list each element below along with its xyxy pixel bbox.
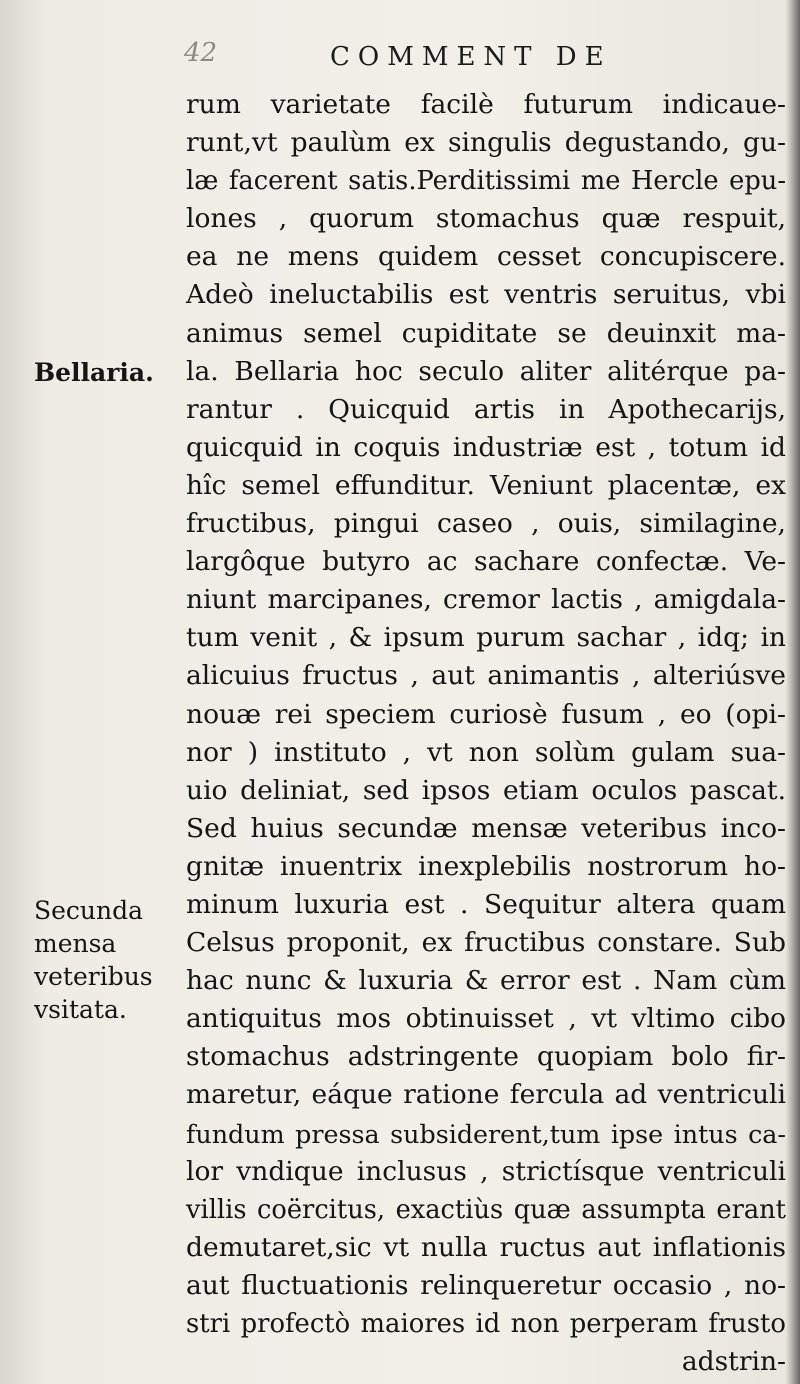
text-line: Adeò ineluctabilis est ventris seruitus, vbi (186, 279, 786, 311)
text-line: antiquitus mos obtinuisset , vt vltimo cibo (186, 1003, 786, 1035)
text-line: lones , quorum stomachus quæ respuit, (186, 203, 786, 235)
text-line: fundum pressa subsiderent,tum ipse intus ca- (186, 1118, 786, 1149)
text-line: largôque butyro ac sachare confectæ. Ve- (186, 546, 786, 578)
margin-note-line: vsitata. (34, 995, 127, 1024)
text-line: gnitæ inuentrix inexplebilis nostrorum ho- (186, 850, 786, 882)
text-line: læ facerent satis.Perditissimi me Hercle epu- (186, 166, 786, 197)
text-line: alicuius fructus , aut animantis , alteriúsve (186, 660, 786, 692)
text-line: uio deliniat, sed ipsos etiam oculos pascat. (186, 774, 786, 806)
text-line: Celsus proponit, ex fructibus constare. Sub (186, 927, 786, 959)
page-header (0, 38, 800, 78)
body-text (186, 86, 786, 1381)
text-line: stri profectò maiores id non perperam frusto (186, 1309, 786, 1339)
text-line: nouæ rei speciem curiosè fusum , eo (opi- (186, 698, 786, 730)
text-line: villis coërcitus, exactiùs quæ assumpta erant (186, 1194, 786, 1225)
text-line: Sed huius secundæ mensæ veteribus inco- (186, 812, 786, 844)
margin-note-secunda-mensa (34, 894, 153, 1026)
text-line: minum luxuria est . Sequitur altera quam (186, 888, 786, 920)
margin-note-line: mensa (34, 929, 117, 958)
text-line: demutaret,sic vt nulla ructus aut inflationis (186, 1231, 786, 1263)
text-line: aut fluctuationis relinqueretur occasio , no- (186, 1269, 786, 1301)
text-line: lor vndique inclusus , strictísque ventriculi (186, 1155, 786, 1187)
page-number: 42 (184, 38, 218, 68)
text-line: fructibus, pingui caseo , ouis, similagine, (186, 508, 786, 540)
text-line: rum varietate facilè futurum indicaue- (186, 89, 786, 120)
margin-note-line: veteribus (34, 962, 153, 991)
text-line: niunt marcipanes, cremor lactis , amigdala- (186, 584, 786, 616)
text-line: hîc semel effunditur. Veniunt placentæ, ex (186, 469, 786, 501)
text-line: hac nunc & luxuria & error est . Nam cùm (186, 965, 786, 997)
margin-note-line: Secunda (34, 896, 144, 925)
text-line: ea ne mens quidem cesset concupiscere. (186, 241, 786, 273)
text-line: la. Bellaria hoc seculo aliter alitérque pa- (186, 355, 786, 387)
text-line: rantur . Quicquid artis in Apothecarijs, (186, 393, 786, 425)
running-head: COMMENT DE (330, 42, 612, 72)
text-line: maretur, eáque ratione fercula ad ventriculi (186, 1079, 786, 1111)
text-line: tum venit , & ipsum purum sachar , idq; in (186, 622, 786, 654)
catchword: adstrin- (681, 1346, 786, 1378)
text-line: nor ) instituto , vt non solùm gulam sua- (186, 736, 786, 768)
text-line: stomachus adstringente quopiam bolo fir- (186, 1041, 786, 1073)
text-line: animus semel cupiditate se deuinxit ma- (186, 317, 786, 349)
text-line: quicquid in coquis industriæ est , totum id (186, 431, 786, 463)
margin-note-bellaria: Bellaria. (34, 358, 154, 387)
text-line: runt,vt paulùm ex singulis degustando, gu- (186, 127, 786, 159)
